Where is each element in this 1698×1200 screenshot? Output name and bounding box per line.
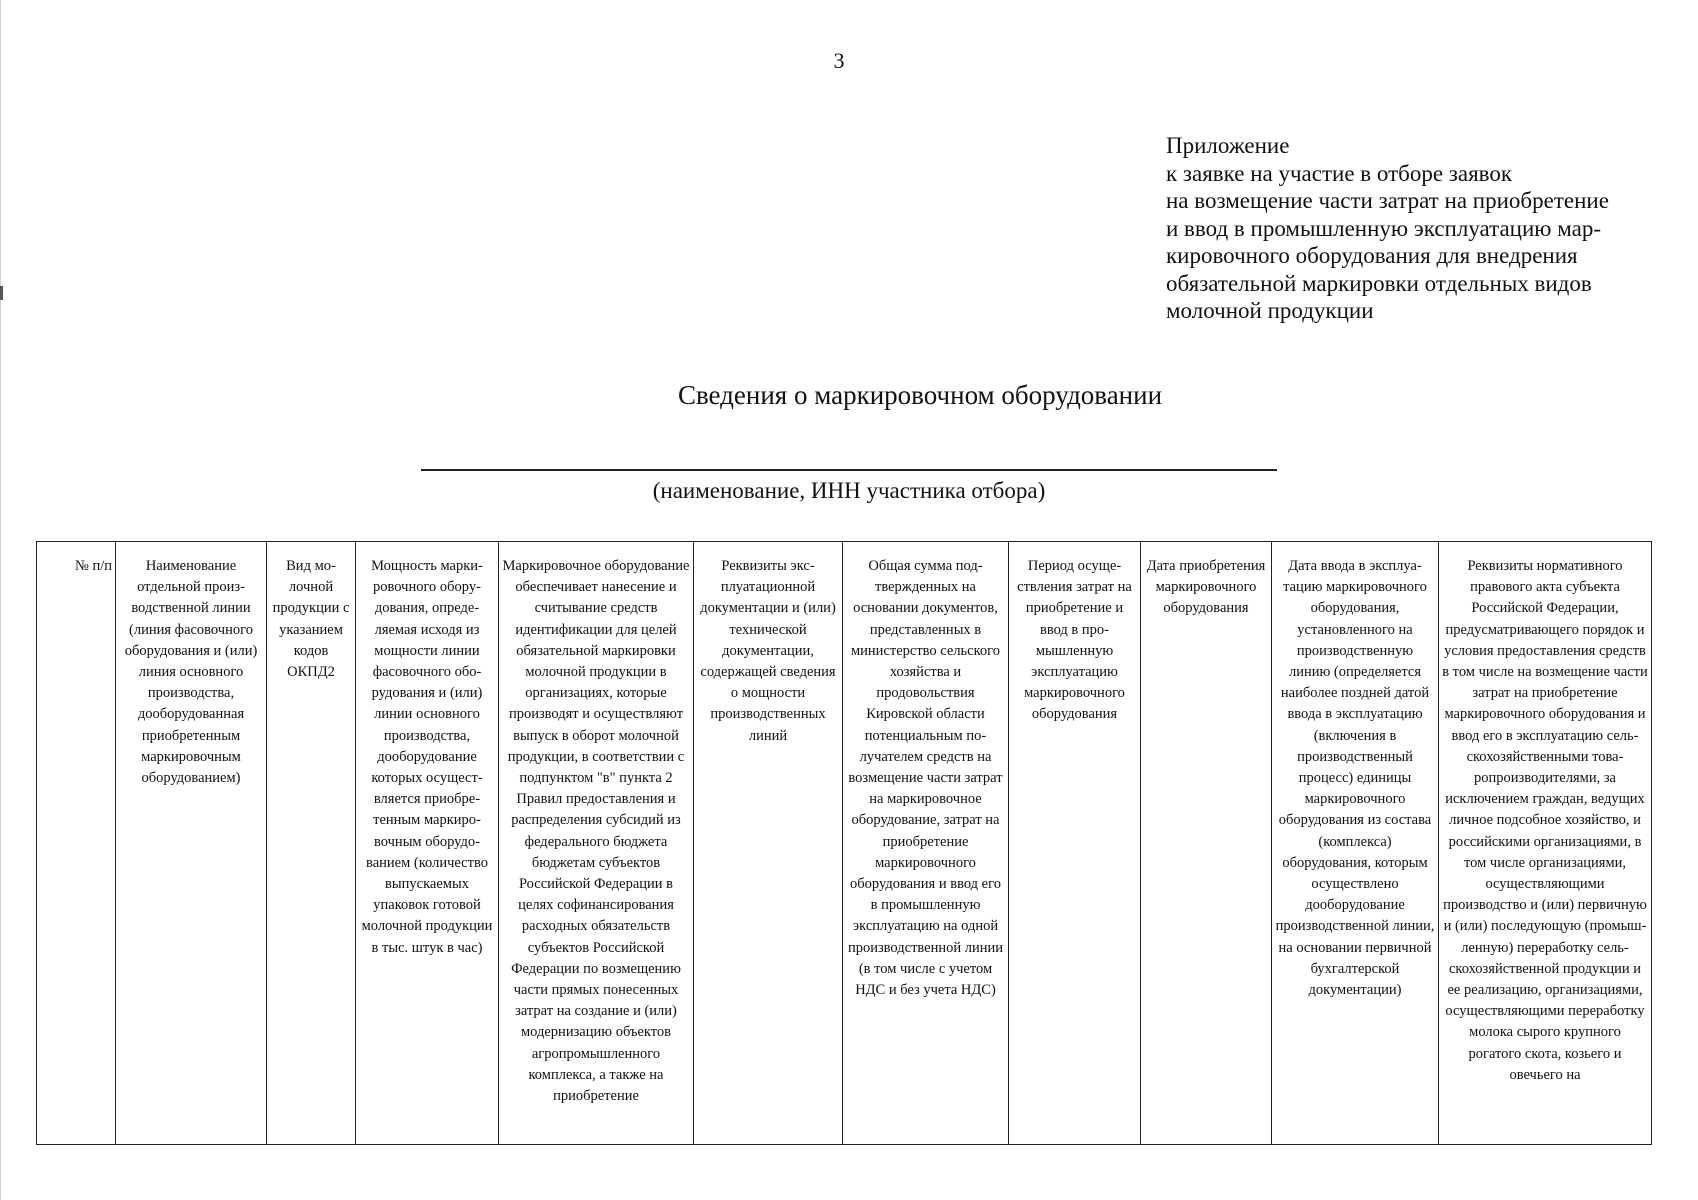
col-header-documentation: Реквизиты эксплуатационной документации и (или) технической документации, содержащей сведения о мощности производственных линий	[694, 542, 843, 1145]
col-header-total-amount: Общая сумма подтвержденных на основании документов, представленных в министерство сельского хозяйства и продовольствия Кировской области потенциальным получателем средств на возмещение части затрат на маркировочное оборудование, затрат на приобретение маркировочного оборудования и ввод его в промышленную эксплуатацию на одной производственной линии (в том числе с учетом НДС и без учета НДС)	[843, 542, 1009, 1145]
col-header-purchase-date: Дата приобретения маркировочного оборудования	[1141, 542, 1272, 1145]
participant-name-caption: (наименование, ИНН участника отбора)	[652, 478, 1046, 503]
col-header-product-type: Вид молочной продукции с указанием кодов ОКПД2	[267, 542, 356, 1145]
col-header-capacity: Мощность маркировочного оборудования, определяемая исходя из мощности линии фасовочного оборудования и (или) линии основного производства, дооборудование которых осуществляется приобретенным маркировочным оборудованием (количество выпускаемых упаковок готовой молочной продукции в тыс. штук в час)	[356, 542, 499, 1145]
equipment-table	[36, 541, 1652, 1145]
table-header-row	[37, 542, 1652, 1145]
col-header-commissioning-date: Дата ввода в эксплуатацию маркировочного оборудования, установленного на производственную линию (определяется наиболее поздней датой ввода в эксплуатацию (включения в производственный процесс) единицы маркировочного оборудования из состава (комплекса) оборудования, которым осуществлено дооборудование производственной линии, на основании первичной бухгалтерской документации)	[1272, 542, 1439, 1145]
scan-edge-line	[0, 0, 1, 1200]
col-header-line-name: Наименование отдельной производственной линии (линия фасовочного оборудования и (или) линия основного производства, дооборудованная приобретенным маркировочным оборудованием)	[116, 542, 267, 1145]
col-header-number: № п/п	[37, 542, 116, 1145]
col-header-equipment-function: Маркировочное оборудование обеспечивает нанесение и считывание средств идентификации для целей обязательной маркировки молочной продукции в организациях, которые производят и осуществляют выпуск в оборот молочной продукции, в соответствии с подпунктом "в" пункта 2 Правил предоставления и распределения субсидий из федерального бюджета бюджетам субъектов Российской Федерации в целях софинансирования расходных обязательств субъектов Российской Федерации по возмещению части прямых понесенных затрат на создание и (или) модернизацию объектов агропромышленного комплекса, а также на приобретение	[499, 542, 694, 1145]
scan-edge-mark	[0, 286, 3, 300]
col-header-legal-act: Реквизиты нормативного правового акта субъекта Российской Федерации, предусматривающего порядок и условия предоставления средств в том числе на возмещение части затрат на приобретение маркировочного оборудования и ввод его в эксплуатацию сельскохозяйственными товаропроизводителями, за исключением граждан, ведущих личное подсобное хозяйство, и российскими организациями, в том числе организациями, осуществляющими производство и (или) первичную и (или) последующую (промышленную) переработку сельскохозяйственной продукции и ее реализацию, организациями, осуществляющими переработку молока сырого крупного рогатого скота, козьего и овечьего на	[1439, 542, 1652, 1145]
page-number: 3	[833, 48, 845, 73]
col-header-cost-period: Период осуществления затрат на приобретение и ввод в промышленную эксплуатацию маркировочного оборудования	[1009, 542, 1141, 1145]
participant-name-line	[421, 469, 1277, 471]
appendix-note: Приложение к заявке на участие в отборе заявок на возмещение части затрат на приобретение и ввод в промышленную эксплуатацию мар- кировочного оборудования для внедрения обязательной маркировки отдельных видов молочной продукции	[1166, 133, 1609, 323]
document-title: Сведения о маркировочном оборудовании	[677, 380, 1163, 410]
